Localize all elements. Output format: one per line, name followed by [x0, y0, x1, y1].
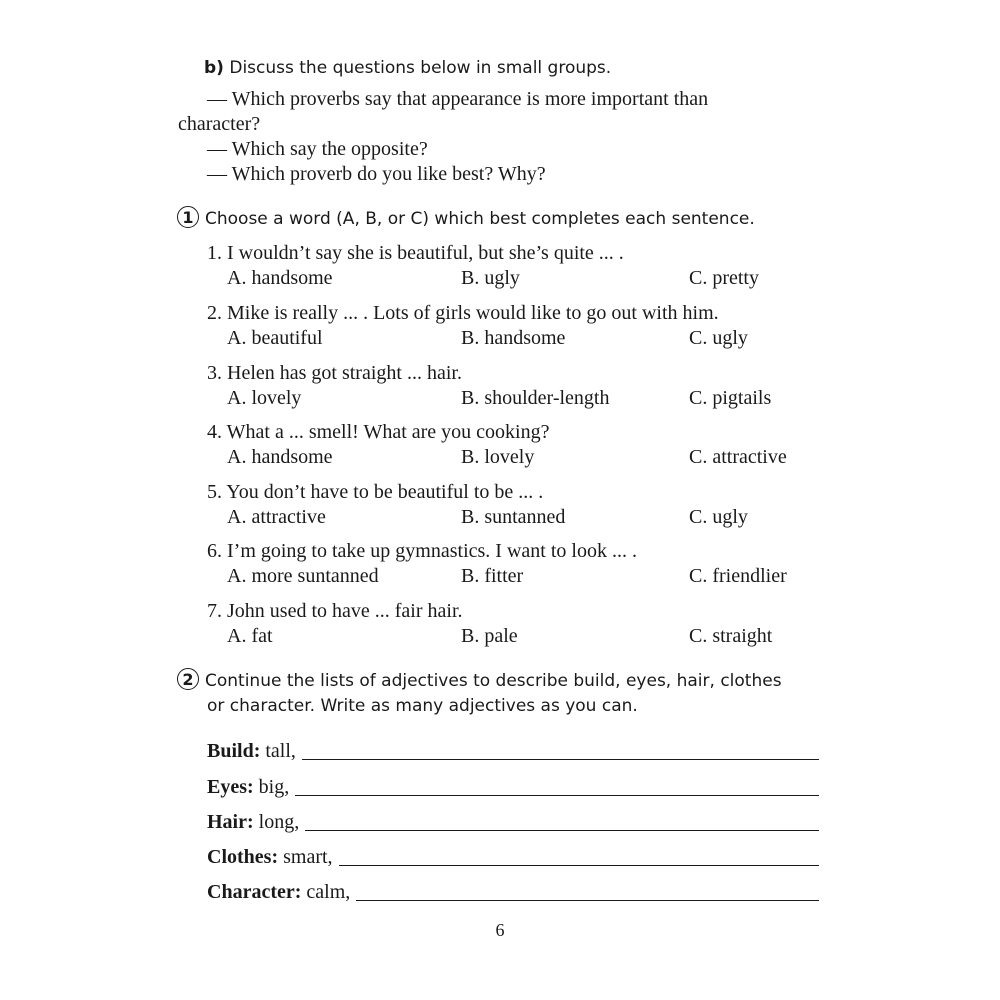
task-2-instruction-continued: or character. Write as many adjectives as you can.	[207, 696, 638, 716]
task-2-heading	[177, 668, 782, 719]
row-label: Build:	[207, 740, 261, 762]
option-a[interactable]: A. beautiful	[227, 327, 323, 349]
part-letter: b)	[204, 58, 224, 78]
adjective-row-character	[207, 876, 819, 904]
discussion-heading	[204, 58, 611, 78]
option-a[interactable]: A. fat	[227, 625, 273, 647]
adjective-row-clothes	[207, 841, 819, 869]
option-c[interactable]: C. pigtails	[689, 387, 772, 409]
answer-options	[207, 326, 827, 351]
question-stem: 3. Helen has got straight ... hair.	[207, 362, 462, 384]
option-c[interactable]: C. ugly	[689, 506, 748, 528]
question-stem: 4. What a ... smell! What are you cooking?	[207, 421, 550, 443]
option-a[interactable]: A. handsome	[227, 267, 333, 289]
question-item	[207, 361, 827, 411]
option-c[interactable]: C. ugly	[689, 327, 748, 349]
question-stem: 6. I’m going to take up gymnastics. I want to look ... .	[207, 540, 637, 562]
task-2-instruction-line	[177, 668, 782, 694]
question-stem: 2. Mike is really ... . Lots of girls would like to go out with him.	[207, 302, 719, 324]
task-1-heading	[177, 206, 755, 232]
answer-options	[207, 624, 827, 649]
option-a[interactable]: A. lovely	[227, 387, 302, 409]
page-number: 6	[495, 920, 505, 940]
answer-options	[207, 266, 827, 291]
row-label: Hair:	[207, 811, 254, 833]
answer-line[interactable]	[339, 865, 819, 866]
task-2-instruction: Continue the lists of adjectives to describe build, eyes, hair, clothes	[205, 671, 782, 691]
discussion-question: — Which proverbs say that appearance is more important than	[207, 88, 709, 110]
option-b[interactable]: B. pale	[461, 625, 518, 647]
option-b[interactable]: B. lovely	[461, 446, 535, 468]
answer-options	[207, 564, 827, 589]
option-b[interactable]: B. handsome	[461, 327, 566, 349]
question-item	[207, 420, 827, 470]
option-b[interactable]: B. shoulder-length	[461, 387, 610, 409]
question-stem: 1. I wouldn’t say she is beautiful, but she’s quite ... .	[207, 242, 624, 264]
question-item	[207, 241, 827, 291]
question-item	[207, 301, 827, 351]
option-c[interactable]: C. straight	[689, 625, 773, 647]
row-label: Character:	[207, 881, 302, 903]
discussion-question: — Which proverb do you like best? Why?	[207, 163, 546, 185]
option-a[interactable]: A. attractive	[227, 506, 326, 528]
row-example: big,	[258, 776, 290, 798]
row-example: calm,	[306, 881, 351, 903]
discussion-question-continued: character?	[178, 113, 261, 135]
option-b[interactable]: B. fitter	[461, 565, 524, 587]
option-a[interactable]: A. more suntanned	[227, 565, 379, 587]
discussion-instruction: Discuss the questions below in small groups.	[229, 58, 612, 78]
option-a[interactable]: A. handsome	[227, 446, 333, 468]
option-b[interactable]: B. suntanned	[461, 506, 566, 528]
answer-line[interactable]	[302, 759, 819, 760]
question-stem: 7. John used to have ... fair hair.	[207, 600, 463, 622]
row-example: long,	[258, 811, 300, 833]
row-example: smart,	[283, 846, 333, 868]
task-number-badge: 2	[177, 668, 199, 690]
answer-options	[207, 445, 827, 470]
question-item	[207, 480, 827, 530]
answer-line[interactable]	[356, 900, 819, 901]
adjective-row-hair	[207, 806, 819, 834]
option-b[interactable]: B. ugly	[461, 267, 520, 289]
task-number-badge: 1	[177, 206, 199, 228]
row-label: Clothes:	[207, 846, 279, 868]
option-c[interactable]: C. friendlier	[689, 565, 787, 587]
discussion-question: — Which say the opposite?	[207, 138, 428, 160]
question-stem: 5. You don’t have to be beautiful to be ... .	[207, 481, 544, 503]
adjective-row-eyes	[207, 771, 819, 799]
adjective-row-build	[207, 735, 819, 763]
answer-line[interactable]	[305, 830, 819, 831]
question-item	[207, 539, 827, 589]
row-example: tall,	[265, 740, 296, 762]
answer-line[interactable]	[295, 795, 819, 796]
answer-options	[207, 386, 827, 411]
row-label: Eyes:	[207, 776, 254, 798]
task-1-instruction: Choose a word (A, B, or C) which best completes each sentence.	[205, 209, 755, 229]
answer-options	[207, 505, 827, 530]
option-c[interactable]: C. pretty	[689, 267, 759, 289]
question-item	[207, 599, 827, 649]
option-c[interactable]: C. attractive	[689, 446, 787, 468]
